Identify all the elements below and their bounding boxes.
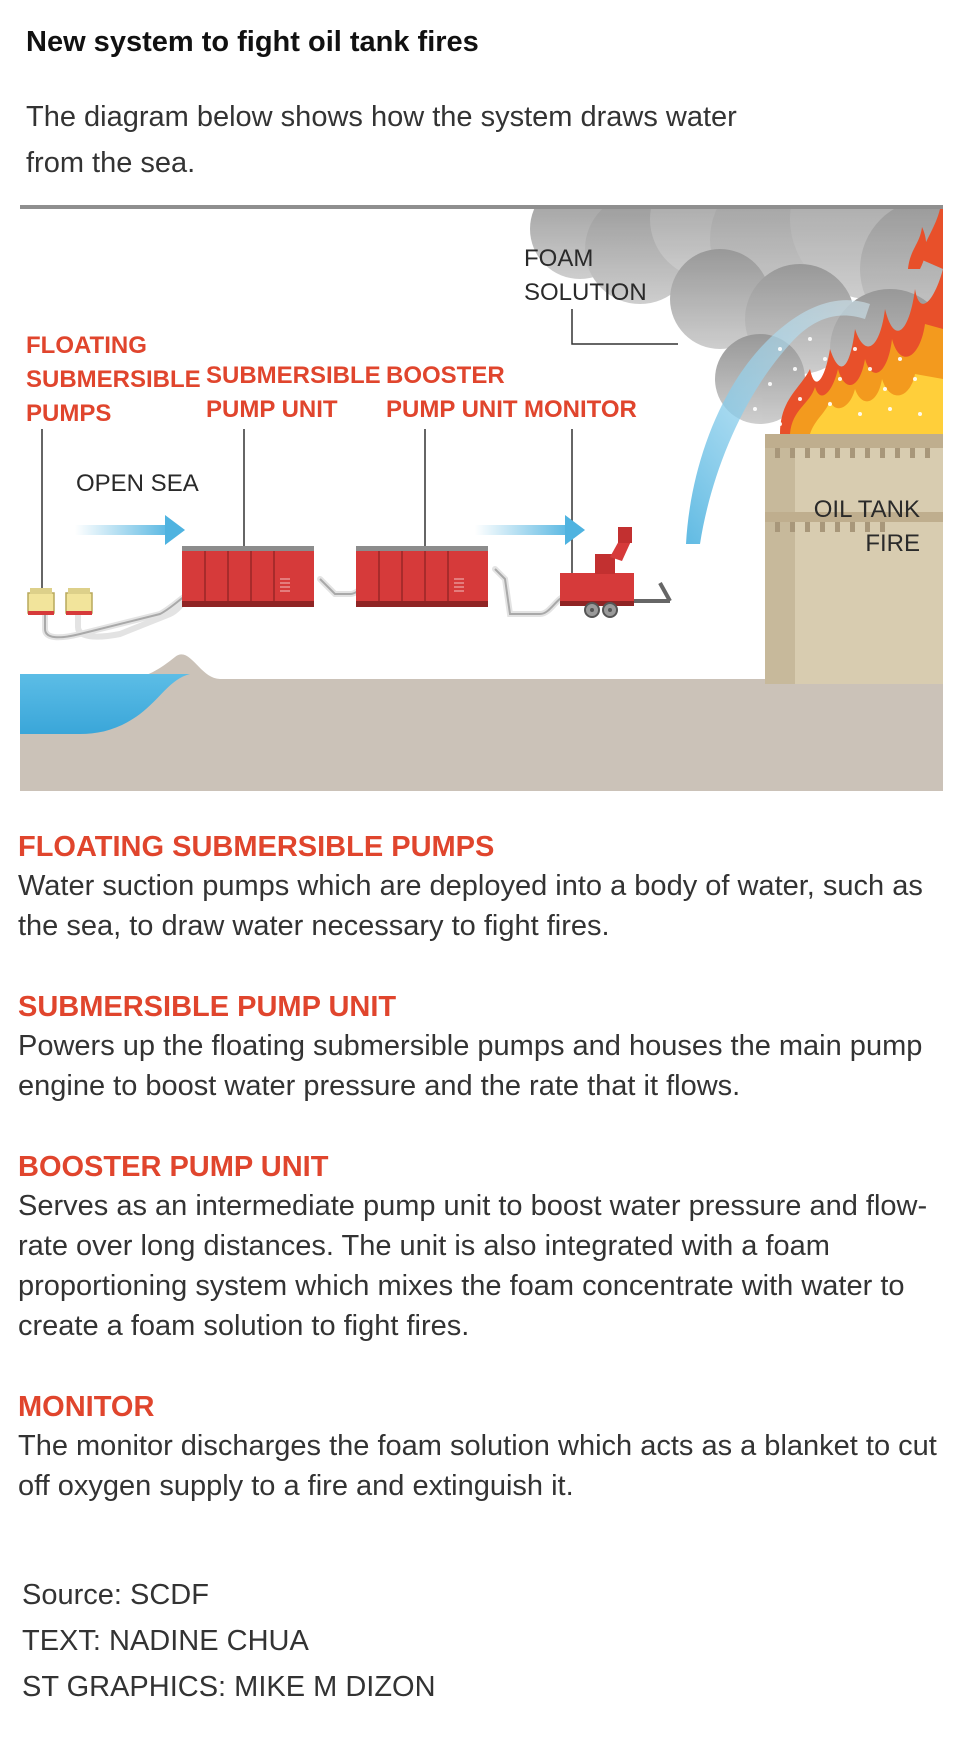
description-text: Water suction pumps which are deployed into a body of water, such as the sea, to draw water necessary to fight fires. <box>18 870 923 942</box>
graphics-credit: ST GRAPHICS: MIKE M DIZON <box>22 1671 436 1703</box>
description-text: Serves as an intermediate pump unit to boost water pressure and flow-rate over long distances. The unit is also integrated with a foam proportioning system which mixes the foam concentrate with water to create a foam solution to fight fires. <box>18 1190 928 1342</box>
description-floating-submersible-pumps <box>18 828 938 946</box>
label-oil-tank-fire: OIL TANK FIRE <box>813 496 920 557</box>
label-foam-solution: FOAM SOLUTION <box>524 245 647 306</box>
description-text: Powers up the floating submersible pumps and houses the main pump engine to boost water pressure and the rate that it flows. <box>18 1030 923 1102</box>
fire-system-diagram <box>20 209 943 791</box>
description-heading: MONITOR <box>18 1391 155 1423</box>
description-heading: SUBMERSIBLE PUMP UNIT <box>18 991 397 1023</box>
credits <box>22 1572 436 1710</box>
booster-pump-unit-graphic <box>356 546 488 607</box>
description-monitor <box>18 1388 938 1506</box>
text-credit: TEXT: NADINE CHUA <box>22 1625 309 1657</box>
label-submersible-pump-unit: SUBMERSIBLE PUMP UNIT <box>206 362 381 423</box>
description-booster-pump-unit <box>18 1148 938 1346</box>
floating-pump-2 <box>66 588 92 615</box>
description-text: The monitor discharges the foam solution which acts as a blanket to cut off oxygen supply to a fire and extinguish it. <box>18 1430 937 1502</box>
page-subtitle: The diagram below shows how the system draws water from the sea. <box>26 101 737 179</box>
submersible-pump-unit-graphic <box>182 546 314 607</box>
floating-pump-1 <box>28 588 54 615</box>
label-booster-pump-unit: BOOSTER PUMP UNIT <box>386 362 518 423</box>
description-heading: BOOSTER PUMP UNIT <box>18 1151 329 1183</box>
label-floating-submersible-pumps: FLOATING SUBMERSIBLE PUMPS <box>26 332 201 427</box>
description-submersible-pump-unit <box>18 988 938 1106</box>
source-credit: Source: SCDF <box>22 1579 209 1611</box>
description-heading: FLOATING SUBMERSIBLE PUMPS <box>18 831 495 863</box>
page-title: New system to fight oil tank fires <box>26 26 479 58</box>
label-open-sea: OPEN SEA <box>76 470 199 497</box>
label-monitor: MONITOR <box>524 396 637 423</box>
